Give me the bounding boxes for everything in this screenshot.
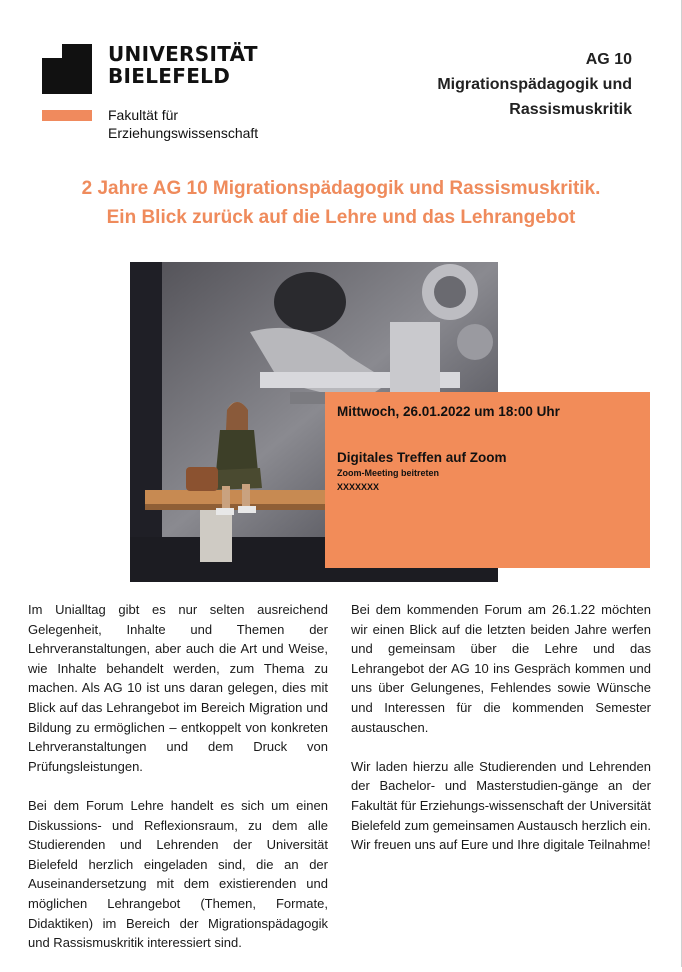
logo-line-1: UNIVERSITÄT [108, 42, 258, 66]
logo-mark-icon [42, 44, 92, 94]
body-column-right [351, 600, 651, 874]
workgroup-line-2: Migrationspädagogik und [437, 76, 632, 93]
logo-wordmark [108, 43, 258, 87]
paragraph-forum: Bei dem Forum Lehre handelt es sich um einen Diskussions- und Reflexionsraum, zu dem alle Studierenden und Lehrenden der Universität Bielefeld herzlich eingeladen sind, die an der Auseinandersetzung mit dem existierenden und möglichen Lehrangebot (Themen, Formate, Didaktiken) im Bereich der Migrationspädagogik und Rassismuskritik interessiert sind. [28, 797, 328, 951]
workgroup-header [437, 47, 632, 122]
event-title: Digitales Treffen auf Zoom [337, 450, 507, 465]
faculty-line-1: Fakultät für [108, 107, 179, 123]
title-line-2: Ein Blick zurück auf die Lehre und das Lehrangebot [106, 207, 576, 228]
meeting-id: XXXXXXX [337, 482, 380, 492]
zoom-join-link[interactable]: Zoom-Meeting beitreten [337, 468, 440, 478]
workgroup-line-1: AG 10 [585, 51, 632, 68]
logo-line-2: BIELEFELD [108, 64, 231, 88]
logo-accent-bar [42, 110, 92, 121]
paragraph-upcoming-forum: Bei dem kommenden Forum am 26.1.22 möchten wir einen Blick auf die letzten beiden Jahre werfen und gemeinsam über die Lehre und das Lehrangebot der AG 10 ins Gespräch kommen und uns über Gelungenes, Fehlendes sowie Wünsche und Interessen für die kommenden Semester austauschen. [351, 602, 651, 735]
body-column-left [28, 600, 328, 972]
paragraph-intro: Im Unialltag gibt es nur selten ausreichend Gelegenheit, Inhalte und Themen der Lehrveranstaltungen, aber auch die Art und Weise, wie Inhalte behandelt werden, zum Thema zu machen. Als AG 10 ist uns daran gelegen, dies mit Blick auf das Lehrangebot im Bereich Migration und Bildung zu ermöglichen – entkoppelt von konkreten Lehrveranstaltungen und dem Druck von Prüfungsleistungen. [28, 602, 328, 774]
event-info-box [325, 392, 650, 568]
page-title [20, 174, 662, 232]
faculty-name [108, 106, 258, 142]
faculty-line-2: Erziehungswissenschaft [108, 125, 259, 141]
workgroup-line-3: Rassismuskritik [509, 101, 632, 118]
paragraph-invitation: Wir laden hierzu alle Studierenden und Lehrenden der Bachelor- und Masterstudien-gänge an der Fakultät für Erziehungs-wissenschaft der Universität Bielefeld zum gemeinsamen Austausch herzlich ein. Wir freuen uns auf Eure und Ihre digitale Teilnahme! [351, 758, 651, 853]
event-date: Mittwoch, 26.01.2022 um 18:00 Uhr [337, 404, 560, 419]
title-line-1: 2 Jahre AG 10 Migrationspädagogik und Rassismuskritik. [81, 178, 601, 199]
